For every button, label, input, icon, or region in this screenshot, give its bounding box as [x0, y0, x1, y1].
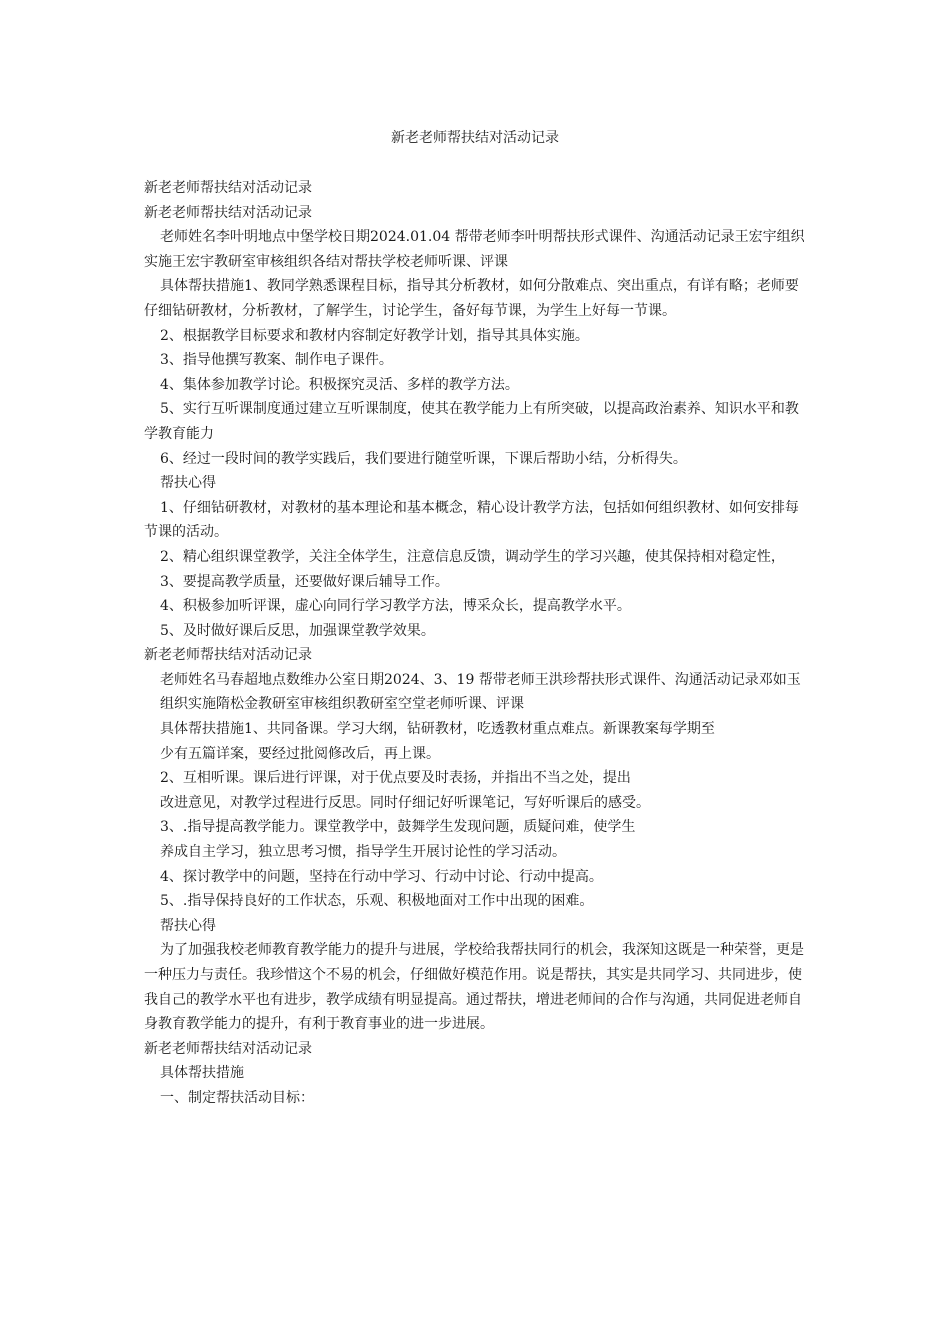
record-info-paragraph: 老师姓名马春超地点数维办公室日期2024、3、19 帮带老师王洪珍帮扶形式课件、沟通活动记录邓如玉 — [160, 671, 801, 688]
page-title: 新老老师帮扶结对活动记录 — [391, 130, 559, 146]
list-item: 3、指导他撰写教案、制作电子课件。 — [160, 352, 393, 369]
list-item-continuation: 改进意见，对教学过程进行反思。同时仔细记好听课笔记，写好听课后的感受。 — [160, 794, 650, 811]
section-heading: 新老老师帮扶结对活动记录 — [144, 647, 312, 664]
list-item: 5、及时做好课后反思，加强课堂教学效果。 — [160, 622, 435, 639]
reflection-paragraph: 为了加强我校老师教育教学能力的提升与进展，学校给我帮扶同行的机会，我深知这既是一种荣誉，更是一种压力与责任。我珍惜这个不易的机会，仔细做好模范作用。说是帮扶，其实是共同学习、共同进步，使我自己的教学水平也有进步，教学成绩有明显提高。通过帮扶，增进老师间的合作与沟通，共同促进老师自身教育教学能力的提升，有利于教育事业的进一步进展。 — [144, 942, 804, 1033]
list-item: 6、经过一段时间的教学实践后，我们要进行随堂听课，下课后帮助小结，分析得失。 — [160, 450, 687, 467]
record-info-paragraph: 老师姓名李叶明地点中堡学校日期2024.01.04 帮带老师李叶明帮扶形式课件、沟通活动记录王宏宇组织实施王宏宇教研室审核组织各结对帮扶学校老师听课、评课 — [144, 229, 805, 270]
list-item: 一、制定帮扶活动目标： — [160, 1089, 314, 1106]
record-info-line: 组织实施隋松金教研室审核组织教研室空堂老师听课、评课 — [160, 696, 524, 713]
subsection-heading: 具体帮扶措施 — [160, 1065, 244, 1082]
list-item: 4、探讨教学中的问题，坚持在行动中学习、行动中讨论、行动中提高。 — [160, 868, 603, 885]
list-item: 3、.指导提高教学能力。课堂教学中，鼓舞学生发现问题，质疑问难，使学生 — [160, 819, 636, 836]
subsection-heading: 帮扶心得 — [160, 917, 216, 934]
list-item-continuation: 养成自主学习，独立思考习惯，指导学生开展讨论性的学习活动。 — [160, 844, 566, 861]
list-item: 4、集体参加教学讨论。积极探究灵活、多样的教学方法。 — [160, 376, 519, 393]
section-heading: 新老老师帮扶结对活动记录 — [144, 180, 312, 196]
measures-paragraph: 具体帮扶措施1、教同学熟悉课程目标，指导其分析教材，如何分散难点、突出重点，有详有略；老师要仔细钻研教材，分析教材，了解学生，讨论学生，备好每节课，为学生上好每一节课。 — [144, 278, 799, 319]
measures-line: 具体帮扶措施1、共同备课。学习大纲，钻研教材，吃透教材重点难点。新课教案每学期至 — [160, 721, 715, 738]
list-item: 2、精心组织课堂教学，关注全体学生，注意信息反馈，调动学生的学习兴趣，使其保持相对稳定性， — [160, 548, 785, 565]
list-item: 5、实行互听课制度通过建立互听课制度，使其在教学能力上有所突破，以提高政治素养、知识水平和教学教育能力 — [144, 401, 799, 442]
measures-line: 少有五篇详案，要经过批阅修改后，再上课。 — [160, 745, 440, 762]
section-heading: 新老老师帮扶结对活动记录 — [144, 1040, 312, 1057]
list-item: 4、积极参加听评课，虚心向同行学习教学方法，博采众长，提高教学水平。 — [160, 598, 631, 615]
list-item: 2、互相听课。课后进行评课，对于优点要及时表扬，并指出不当之处，提出 — [160, 770, 631, 787]
list-item: 5、.指导保持良好的工作状态，乐观、积极地面对工作中出现的困难。 — [160, 893, 594, 910]
section-heading: 新老老师帮扶结对活动记录 — [144, 204, 312, 221]
list-item: 1、仔细钻研教材，对教材的基本理论和基本概念，精心设计教学方法，包括如何组织教材、如何安排每节课的活动。 — [144, 499, 799, 541]
list-item: 3、要提高教学质量，还要做好课后辅导工作。 — [160, 573, 449, 590]
list-item: 2、根据教学目标要求和教材内容制定好教学计划，指导其具体实施。 — [160, 327, 589, 344]
document-body — [144, 176, 810, 1111]
subsection-heading: 帮扶心得 — [160, 475, 216, 492]
